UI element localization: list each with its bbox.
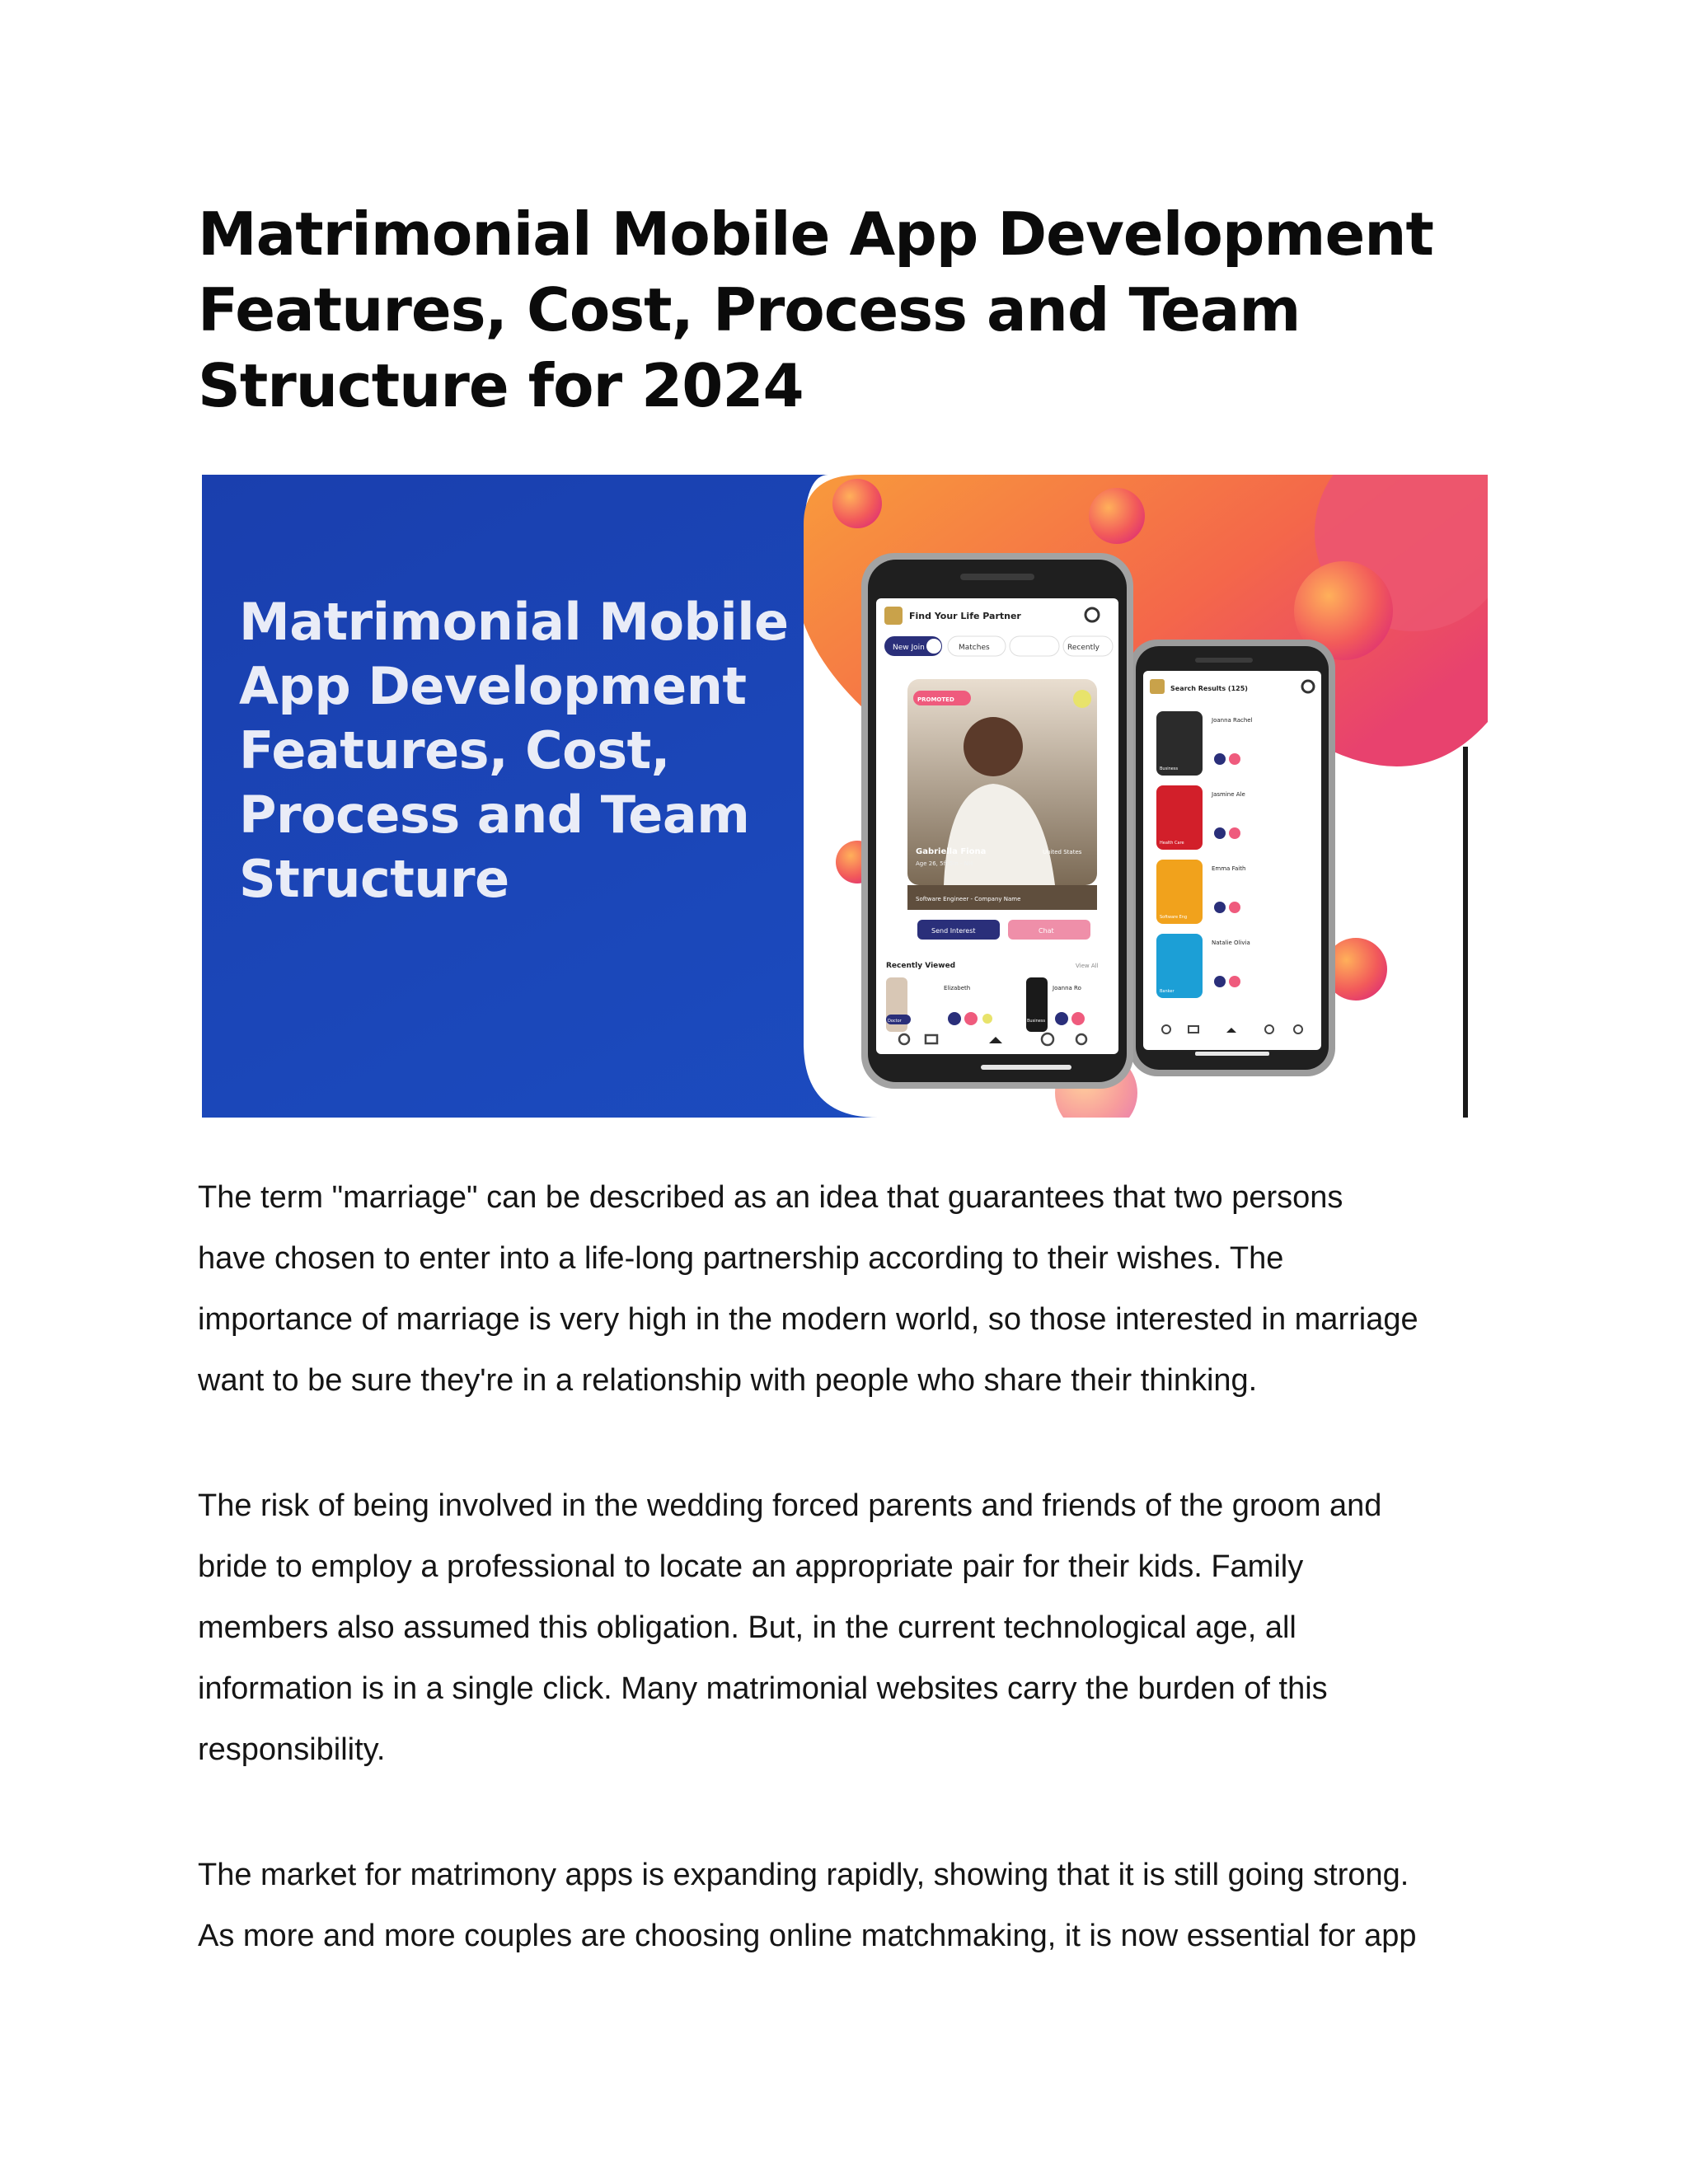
paragraph-2-line-2: bride to employ a professional to locate an appropriate pair for their kids. Family <box>198 1549 1304 1584</box>
result-tag-2: Health Care <box>1160 841 1184 846</box>
recent-tag-1: Doctor <box>888 1019 902 1024</box>
profile-details: Age 26, 5ft 5in - NH <box>916 860 973 867</box>
paragraph-2-line-4: information is in a single click. Many matrimonial websites carry the burden of this <box>198 1671 1328 1706</box>
result-tag-1: Business <box>1160 766 1179 771</box>
paragraph-1 <box>198 1167 1517 1411</box>
promoted-badge: PROMOTED <box>917 696 954 703</box>
paragraph-3-line-2: As more and more couples are choosing online matchmaking, it is now essential for app <box>198 1919 1417 1953</box>
paragraph-3 <box>198 1844 1517 1966</box>
banner-headline: Matrimonial Mobile App Development Features, Cost, Process and Team Structure <box>239 592 789 909</box>
result-name-3: Emma Faith <box>1212 865 1246 872</box>
search-results-header: Search Results (125) <box>1170 685 1248 692</box>
tab-new-join: New Join <box>893 644 925 652</box>
profile-location: United States <box>1043 849 1082 855</box>
profile-job: Software Engineer - Company Name <box>916 896 1021 902</box>
paragraph-3-line-1: The market for matrimony apps is expanding rapidly, showing that it is still going strong. <box>198 1858 1409 1892</box>
recent-tag-2: Business <box>1027 1019 1046 1024</box>
paragraph-2-line-5: responsibility. <box>198 1732 386 1767</box>
view-all-link: View All <box>1076 963 1099 969</box>
chat-button: Chat <box>1039 927 1054 935</box>
paragraph-1-line-3: importance of marriage is very high in the modern world, so those interested in marriage <box>198 1302 1418 1337</box>
paragraph-2-line-3: members also assumed this obligation. But, in the current technological age, all <box>198 1610 1296 1645</box>
app-header-text: Find Your Life Partner <box>909 611 1021 621</box>
paragraph-2 <box>198 1475 1517 1780</box>
result-tag-3: Software Eng <box>1160 915 1188 920</box>
hero-banner-image <box>202 475 1488 1118</box>
result-name-2: Jasmine Ale <box>1212 791 1245 798</box>
recent-name-2: Joanna Ro <box>1053 985 1081 991</box>
result-name-1: Joanna Rachel <box>1212 717 1253 724</box>
paragraph-1-line-2: have chosen to enter into a life-long partnership according to their wishes. The <box>198 1241 1284 1276</box>
send-interest-button: Send Interest <box>931 927 976 935</box>
paragraph-1-line-1: The term "marriage" can be described as an idea that guarantees that two persons <box>198 1180 1343 1215</box>
recently-viewed-heading: Recently Viewed <box>886 962 956 970</box>
page-title: Matrimonial Mobile App Development Features, Cost, Process and Team Structure for 2024 <box>198 199 1433 420</box>
paragraph-2-line-1: The risk of being involved in the wedding forced parents and friends of the groom and <box>198 1488 1382 1523</box>
result-name-4: Natalie Olivia <box>1212 940 1250 946</box>
result-tag-4: Banker <box>1160 989 1175 994</box>
paragraph-1-line-4: want to be sure they're in a relationship with people who share their thinking. <box>198 1363 1258 1398</box>
tab-recently: Recently <box>1067 644 1100 652</box>
profile-name: Gabriella Fiona <box>916 847 987 856</box>
tab-matches: Matches <box>959 644 990 652</box>
recent-name-1: Elizabeth <box>944 985 971 991</box>
